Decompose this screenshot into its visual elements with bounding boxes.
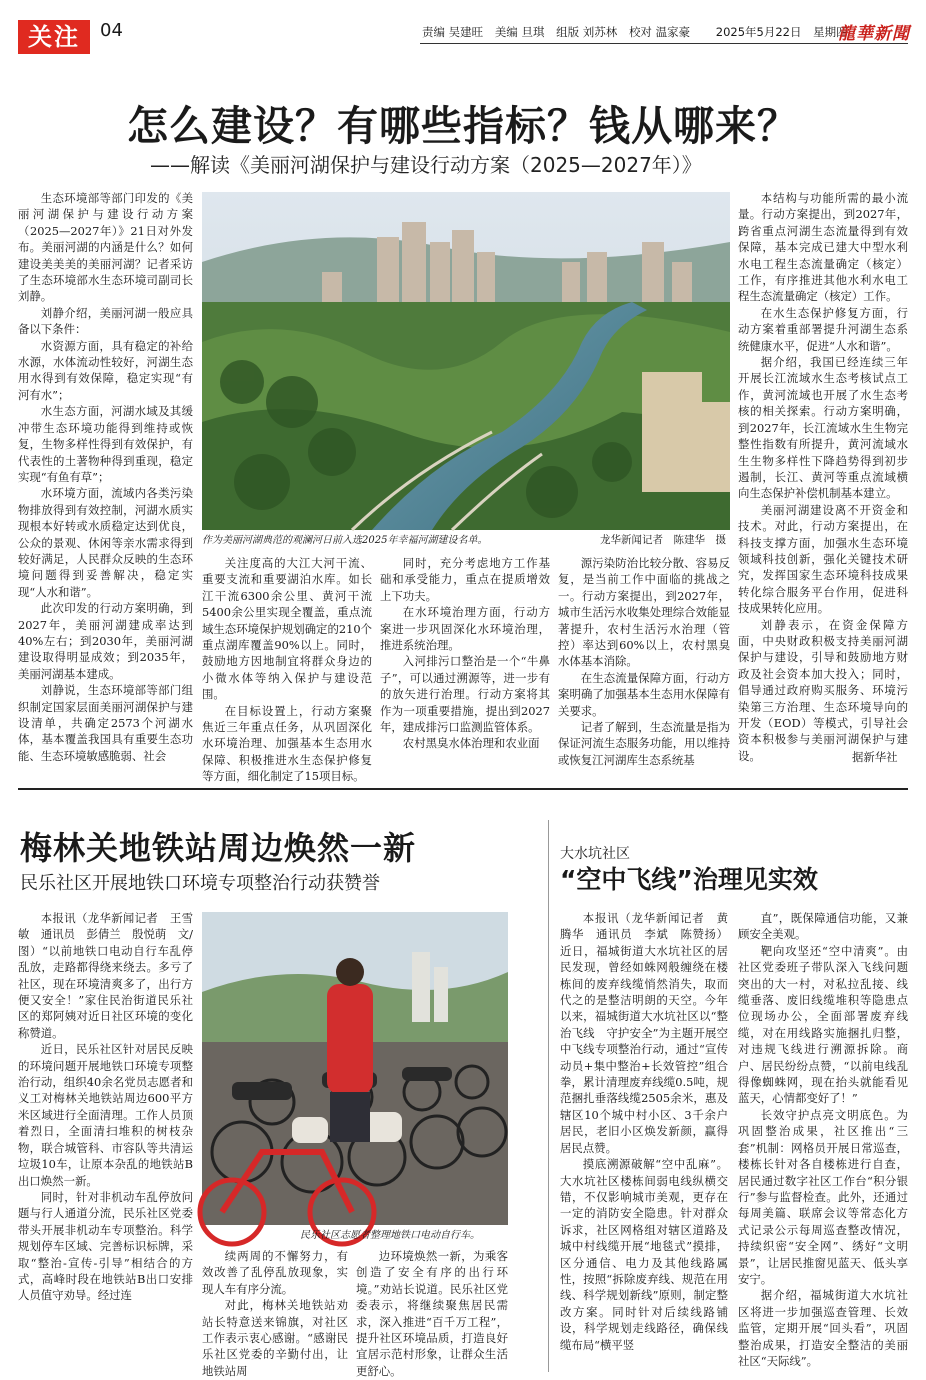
- article2-column-1: [18, 910, 193, 1372]
- paragraph: 入河排污口整治是一个“牛鼻子”，可以通过溯源等，进一步有的放矢进行治理。行动方案将其作为一项重要措施，提出到2027年，建成排污口监测监管体系。: [380, 654, 550, 735]
- paragraph: 本报讯（龙华新闻记者 黄腾华 通讯员 李斌 陈赞扬）近日，福城街道大水坑社区的居民发现，曾经如蛛网般缠绕在楼栋间的废弃线缆悄然消失，取而代之的是整洁明朗的天空。今年以来，福城街道大水坑社区以“整治飞线 守护安全”为主题开展空中飞线专项整治行动，通过“宣传动员+集中整治+长效管控”组合拳，累计清理废弃线缆0.5吨，规范捆扎垂落线缆2505余米，惠及辖区10个城中村小区、3千余户居民，老旧小区焕发新颜，赢得居民点赞。: [560, 911, 728, 1155]
- paragraph: 在水生态保护修复方面，行动方案着重部署提升河湖生态系统健康水平，促进“人水和谐”。: [738, 305, 908, 353]
- paragraph: 据介绍，我国已经连续三年开展长江流域水生态考核试点工作，黄河流域也开展了水生态考核的相关探索。行动方案明确，到2027年，长江流域水生生物完整性指数有所提升，黄河流域水生生物多样性下降趋势得到初步遏制，长江、黄河等重点流域横向生态保护补偿机制基本建立。: [738, 355, 908, 501]
- paragraph: 在水环境治理方面，行动方案进一步巩固深化水环境治理，推进系统治理。: [380, 605, 550, 653]
- proof-credit: 校对 温家豪: [628, 25, 691, 39]
- section-divider: [18, 788, 908, 790]
- article1-headline: 怎么建设？有哪些指标？钱从哪来？: [127, 102, 799, 150]
- paragraph: 美丽河湖建设离不开资金和技术。对此，行动方案提出，在科技支撑方面，加强水生态环境领域科技创新，强化关键技术研究，发挥国家生态环境科技成果转化综合服务平台作用，促进科技成果转化应用。: [738, 502, 908, 616]
- paragraph: 在目标设置上，行动方案聚焦近三年重点任务，从巩固深化水环境治理、加强基本生态用水保障、积极推进水生态保护修复等方面，细化制定了15项目标。: [202, 703, 372, 784]
- article1-column-3: [380, 555, 550, 765]
- paragraph: 本报讯（龙华新闻记者 王雪敏 通讯员 彭倩兰 殷悦萌 文/图）“以前地铁口电动自行车乱停乱放，走路都得绕来绕去。多亏了社区，现在环境清爽多了，出行方便又安全！”家住民治街道民乐社区的郑阿姨对近日社区环境的变化称赞道。: [18, 911, 193, 1040]
- article3-headline: “空中飞线”治理见实效: [560, 865, 818, 894]
- paragraph: 此次印发的行动方案明确，到2027年，美丽河湖建成率达到40%左右；到2030年，美丽河湖建设取得明显成效；到2035年，美丽河湖基本建成。: [18, 601, 193, 681]
- section-tag: 关注: [18, 20, 90, 54]
- column-divider: [548, 820, 549, 1372]
- paragraph: 刘静表示，在资金保障方面，中央财政积极支持美丽河湖保护与建设，引导和鼓励地方财政及社会资本加大投入；同时，倡导通过政府购买服务、环境污染第三方治理、生态环境导向的开发（EOD）等模式，引导社会资本积极参与美丽河湖保护与建设。: [738, 617, 908, 763]
- paragraph: 同时，充分考虑地方工作基础和承受能力，重点在提质增效上下功夫。: [380, 556, 550, 603]
- paragraph: 摸底溯源破解“空中乱麻”。大水坑社区楼栋间弱电线纵横交错，不仅影响城市美观，更存在一定的消防安全隐患。针对群众诉求，社区网格组对辖区道路及城中村线缆开展“地毯式”摸排，区分通信、电力及其他线路属性，按照“拆除废弃线、规范在用线、科学规划新线”原则，制定整改方案。同时针对后续线路铺设，科学规划走线路径，确保线缆布局“横平竖: [560, 1157, 728, 1352]
- paragraph: 续两周的不懈努力，有效改善了乱停乱放现象，实现人车有序分流。: [202, 1249, 348, 1296]
- paragraph: 源污染防治比较分散、容易反复，是当前工作中面临的挑战之一。行动方案提出，到2027年，城市生活污水收集处理综合效能显著提升，农村生活污水治理（管控）率达到60%以上，农村黑臭水体基本消除。: [558, 556, 730, 669]
- designer-credit: 美编 旦琪: [494, 25, 545, 39]
- article1-photo-river: [202, 192, 730, 530]
- article2-photo-bikes: [202, 912, 508, 1225]
- article2-column-3: [356, 1248, 508, 1378]
- paragraph: 关注度高的大江大河干流、重要支流和重要湖泊水库。如长江干流6300余公里、黄河干流5400余公里实现全覆盖，重点流域生态环境保护规划确定的210个重点湖库覆盖90%以上。同时，鼓励地方因地制宜将群众身边的小微水体等纳入保护与建设范围。: [202, 556, 372, 702]
- issue-date: 2025年5月22日: [715, 25, 802, 39]
- paragraph: 边环境焕然一新，为乘客创造了安全有序的出行环境。”劝站长说道。民乐社区党委表示，将继续聚焦居民需求，深入推进“百千万工程”，提升社区环境品质，打造良好宜居示范村形象，让群众生活更舒心。: [356, 1249, 508, 1378]
- paragraph: 记者了解到，生态流量是指为保证河流生态服务功能，用以维持或恢复江河湖库生态系统基: [558, 720, 730, 767]
- article2-photo-caption: 民乐社区志愿者整理地铁口电动自行车。: [300, 1230, 480, 1241]
- paragraph: 生态环境部等部门印发的《美丽河湖保护与建设行动方案（2025—2027年）》21日对外发布。美丽河湖的内涵是什么？如何建设美美美的美丽河湖？记者采访了生态环境部水生态环境司副司长刘静。: [18, 191, 193, 304]
- paragraph: 长效守护点亮文明底色。为巩固整治成果，社区推出“三套”机制：网格员开展日常巡查，楼栋长针对各自楼栋进行自查，居民通过数字社区工作台“积分银行”参与监督检查。此外，还通过每周美篇、联席会议等常态化方式记录公示每周巡查整改情况，持续织密“安全网”、绣好“文明景”，让居民推窗见蓝天、低头享安宁。: [738, 1107, 908, 1286]
- paragraph: 近日，民乐社区针对居民反映的环境问题开展地铁口环境专项整治行动，组织40余名党员志愿者和义工对梅林关地铁站周边600平方米区域进行全面清理。工作人员顶着烈日，全面清扫堆积的树枝杂物，联合城管科、市容队等共清运垃圾10车，让原本杂乱的地铁站B出口焕然一新。: [18, 1042, 193, 1188]
- paragraph: 水资源方面，具有稳定的补给水源，水体流动性较好，河湖生态用水得到有效保障，稳定实现“有河有水”；: [18, 338, 193, 402]
- river-park-illustration: [202, 192, 730, 530]
- article1-column-1: [18, 190, 193, 765]
- masthead-credits: [422, 24, 856, 40]
- paragraph: 刘静说，生态环境部等部门组织制定国家层面美丽河湖保护与建设清单，共确定2573个河湖水体，基本覆盖我国具有重要生态功能、生态环境敏感脆弱、社会: [18, 683, 193, 763]
- article1-source: 据新华社: [852, 750, 898, 764]
- layout-credit: 组版 刘苏林: [556, 25, 618, 39]
- article1-subheadline: ——解读《美丽河湖保护与建设行动方案（2025—2027年）》: [150, 153, 702, 177]
- article1-photo-credit: 龙华新闻记者 陈建华 摄: [600, 534, 726, 546]
- paragraph: 农村黑臭水体治理和农业面: [402, 736, 540, 751]
- issue-weekday: 星期四: [813, 25, 848, 39]
- article1-column-4: [558, 555, 730, 765]
- newspaper-logo: 龍華新聞: [838, 24, 910, 44]
- article2-subheadline: 民乐社区开展地铁口环境专项整治行动获赞誉: [20, 873, 380, 894]
- article2-headline: 梅林关地铁站周边焕然一新: [20, 829, 417, 867]
- paragraph: 同时，针对非机动车乱停放问题与行人通道分流，民乐社区党委带头开展非机动车专项整治。科学规划停车区域、完善标识标牌，采取“整治-宣传-引导”相结合的方式，高峰时段在地铁站B出口安排人员值守劝导。经过连: [18, 1189, 193, 1303]
- paragraph: 在生态流量保障方面，行动方案明确了加强基本生态用水保障有关要求。: [558, 670, 730, 718]
- article3-column-1: [560, 910, 728, 1372]
- header-rule: [420, 43, 908, 44]
- article1-column-2: [202, 555, 372, 784]
- editor-credit: 责编 吴建旺: [422, 25, 484, 39]
- paragraph: 刘静介绍，美丽河湖一般应具备以下条件：: [18, 305, 193, 337]
- paragraph: 水生态方面，河湖水域及其缓冲带生态环境功能得到维持或恢复，生物多样性得到有效保护，有代表性的土著物种得到重现，稳定实现“有鱼有草”；: [18, 404, 193, 484]
- article2-column-2: [202, 1248, 348, 1378]
- bike-parking-illustration: [202, 912, 508, 1225]
- paragraph: 直”，既保障通信功能，又兼顾安全美观。: [738, 911, 908, 942]
- article3-kicker: 大水坑社区: [560, 846, 630, 862]
- paragraph: 对此，梅林关地铁站劝站长特意送来锦旗，对社区工作表示衷心感谢。“感谢民乐社区党委的辛勤付出，让地铁站周: [202, 1298, 348, 1378]
- paragraph: 本结构与功能所需的最小流量。行动方案提出，到2027年，跨省重点河湖生态流量得到有效保障，基本完成已建大中型水利水电工程生态流量确定（核定）工作，有序推进其他水利水电工程生态流量确定（核定）工作。: [738, 191, 908, 304]
- article3-column-2: [738, 910, 908, 1372]
- page-number: 04: [100, 20, 123, 41]
- article1-photo-caption: 作为美丽河湖典范的观澜河日前入选2025年幸福河湖建设名单。: [202, 535, 488, 546]
- paragraph: 据介绍，福城街道大水坑社区将进一步加强巡查管理、长效监管，定期开展“回头看”，巩固整治成果，打造安全整洁的美丽社区“天际线”。: [738, 1288, 908, 1368]
- paragraph: 水环境方面，流域内各类污染物排放得到有效控制，河湖水质实现根本好转或水质稳定达到优良，公众的景观、休闲等亲水需求得到较好满足，人民群众反映的生态环境问题得到妥善解决，稳定实现“人水和谐”。: [18, 486, 193, 599]
- paragraph: 靶向攻坚还“空中清爽”。由社区党委班子带队深入飞线问题突出的大一村，对私拉乱接、线缆垂落、废旧线缆堆积等隐患点位现场办公，全面部署废弃线缆，对在用线路实施捆扎归整，对违规飞线进行溯源拆除。商户、居民纷纷点赞，“以前电线乱得像蜘蛛网，现在抬头就能看见蓝天，心情都变好了！”: [738, 943, 908, 1106]
